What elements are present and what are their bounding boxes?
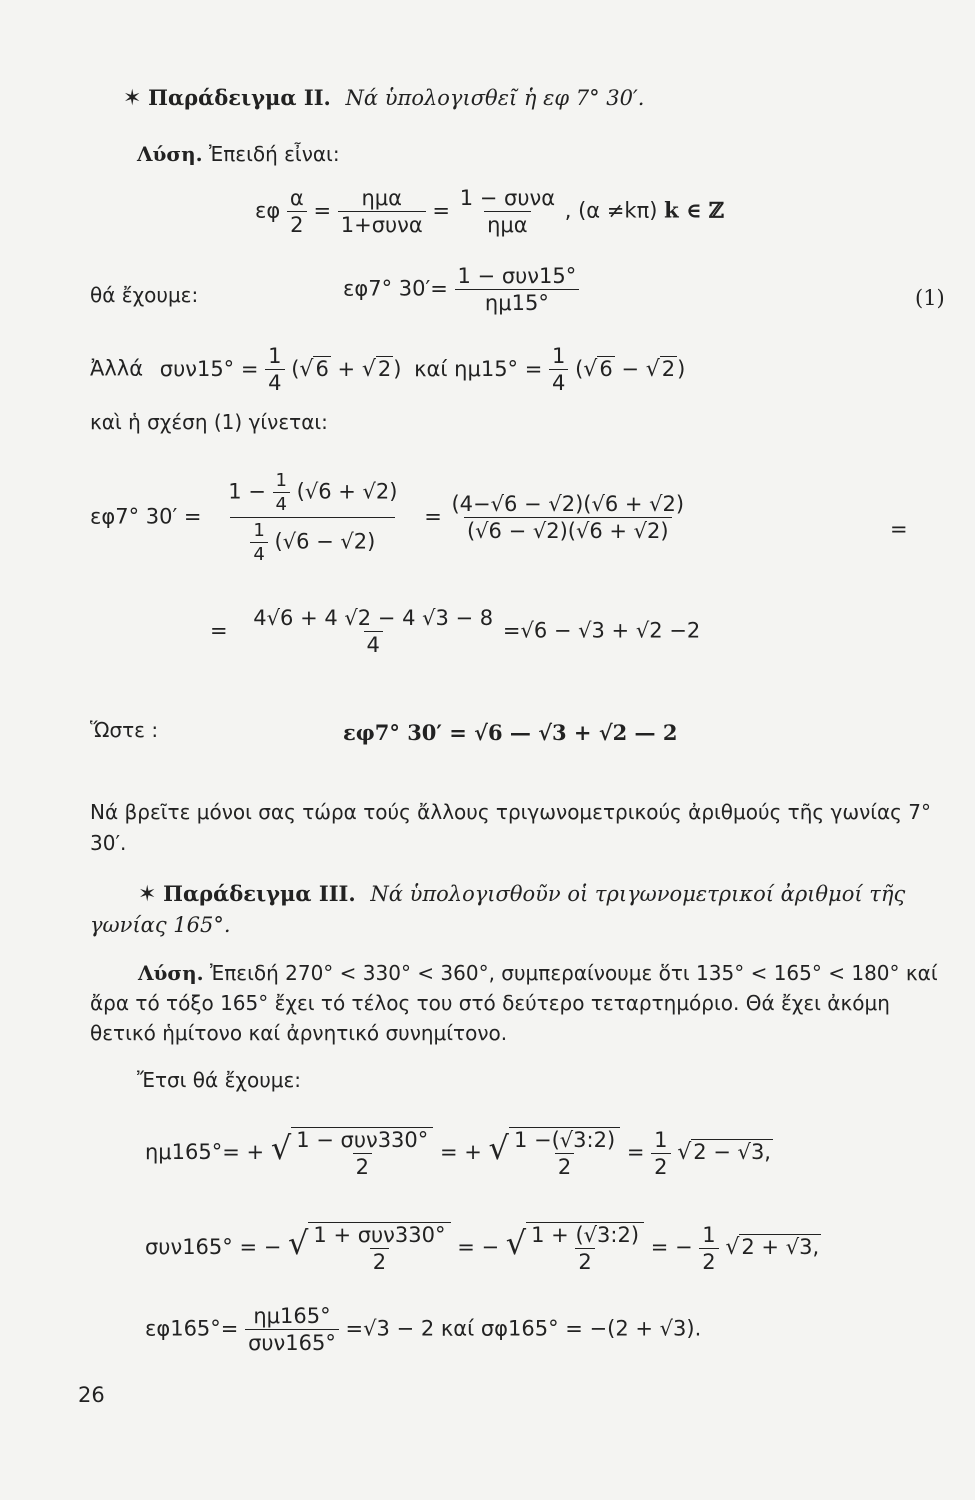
cos165-root-2 bbox=[526, 1222, 644, 1274]
sqrt-icon: √ bbox=[361, 356, 376, 382]
fraction-denominator: 4 bbox=[364, 631, 383, 657]
sqrt-icon: √ bbox=[299, 356, 314, 382]
fraction-denominator: (√6 − √2)(√6 + √2) bbox=[464, 517, 672, 543]
tan165-equation bbox=[145, 1304, 701, 1355]
radicand: 6 bbox=[599, 356, 613, 381]
step-2-cos15: συν15° = bbox=[159, 356, 259, 381]
tan165-fraction bbox=[245, 1304, 339, 1355]
plus-sign: + bbox=[337, 356, 356, 381]
fraction-numerator: 1 − συν330° bbox=[296, 1128, 429, 1152]
star-icon: ✶ bbox=[138, 882, 157, 907]
half-angle-formula bbox=[255, 186, 724, 237]
fraction-denominator: 2 bbox=[353, 1153, 372, 1179]
page-number: 26 bbox=[78, 1383, 105, 1407]
equals-minus: = − bbox=[650, 1235, 693, 1259]
step-4-fraction bbox=[250, 606, 496, 657]
fraction-numerator: 1 − συνα bbox=[459, 186, 556, 210]
paren-open: ( bbox=[575, 356, 584, 381]
cos165-tail: 2 + √3, bbox=[741, 1235, 820, 1259]
solution-2-label: Λύση. bbox=[138, 961, 204, 985]
step-1-label: θά ἔχουμε: bbox=[90, 283, 199, 307]
sin15-expression bbox=[575, 357, 685, 381]
fraction-numerator: 1 − συν15° bbox=[457, 264, 577, 288]
solution-1-intro-line bbox=[137, 142, 340, 166]
fraction-numerator: 1 bbox=[253, 520, 265, 541]
sqrt-icon: √ bbox=[288, 1224, 309, 1262]
tan165-rhs: =√3 − 2 καί σφ165° = −(2 + √3). bbox=[345, 1316, 702, 1341]
fraction-1minuscos-over-sin bbox=[457, 186, 558, 237]
fraction-numerator bbox=[208, 470, 417, 517]
solution-1-label: Λύση. bbox=[137, 142, 203, 166]
equals-sign: = bbox=[313, 198, 332, 223]
trailing-equals: = bbox=[890, 517, 908, 541]
paren-open: ( bbox=[291, 356, 300, 381]
example-3-label: Παράδειγμα ΙΙΙ. bbox=[163, 881, 356, 906]
equals-sign: = bbox=[626, 1140, 645, 1164]
example-3-task: Νά ὑπολογισθοῦν οἱ τριγωνομετρικοί ἀριθμοί τῆς γωνίας 165°. bbox=[90, 882, 906, 937]
fraction-denominator: 2 bbox=[287, 211, 306, 237]
example-2-heading bbox=[123, 85, 644, 111]
tan165-lhs: εφ165°= bbox=[145, 1316, 239, 1341]
fraction-numerator: 1 + συν330° bbox=[313, 1223, 446, 1247]
sqrt-icon: √ bbox=[725, 1235, 740, 1260]
fraction-denominator: 4 bbox=[250, 542, 267, 565]
fraction-denominator: 1+συνα bbox=[338, 211, 426, 237]
cos165-root-1 bbox=[308, 1222, 450, 1274]
solution-2-then: Ἔτσι θά ἔχουμε: bbox=[137, 1068, 302, 1092]
fraction-denominator: 2 bbox=[575, 1248, 594, 1274]
fraction-denominator: 2 bbox=[555, 1153, 574, 1179]
step-3-lhs: εφ7° 30′ = bbox=[90, 504, 202, 529]
quarter-fraction bbox=[250, 520, 267, 565]
star-icon: ✶ bbox=[123, 86, 142, 111]
fraction-sin-over-1pluscos bbox=[338, 186, 426, 237]
radicand: 2 bbox=[377, 356, 392, 381]
fraction-numerator: α bbox=[289, 186, 304, 210]
fraction-numerator: 1 bbox=[552, 344, 566, 368]
step-2-sin15: καί ημ15° = bbox=[414, 356, 543, 381]
sqrt-icon: √ bbox=[583, 356, 598, 382]
sqrt-icon: √ bbox=[645, 356, 660, 382]
half-fraction bbox=[651, 1128, 670, 1179]
fraction-numerator: 1 bbox=[654, 1127, 668, 1152]
step-1-fraction bbox=[455, 264, 580, 315]
minus-sign: − bbox=[621, 356, 640, 381]
example-3-heading bbox=[90, 878, 950, 941]
quarter-fraction bbox=[549, 344, 568, 395]
step-3-big-fraction bbox=[208, 470, 417, 565]
step-2-alla: Ἀλλά bbox=[90, 356, 144, 381]
fraction-denominator: συν165° bbox=[245, 1329, 339, 1355]
fraction-denominator: 4 bbox=[273, 492, 290, 515]
cos165-equation bbox=[145, 1222, 821, 1274]
sqrt-icon: √ bbox=[270, 1129, 292, 1167]
fraction-denominator: 2 bbox=[651, 1153, 670, 1179]
solution-2-paragraph bbox=[90, 958, 950, 1048]
fraction-numerator: 1 bbox=[268, 344, 282, 368]
solution-2-text: Ἐπειδή 270° < 330° < 360°, συμπεραίνουμε ὅτι 135° < 165° < 180° καί ἄρα τό τόξο 165° ἔχει τό τέλος του στό δεύτερο τεταρτημόριο. Θά ἔχει ἀκόμη θετικό ἡμίτονο καί ἀρνητικό συνημίτονο. bbox=[90, 961, 938, 1045]
formula-k-integer: k ∈ ℤ bbox=[664, 197, 725, 223]
fraction-denominator: 4 bbox=[265, 369, 284, 395]
sin165-equation bbox=[145, 1127, 773, 1179]
example-2-task: Νά ὑπολογισθεῖ ἡ εφ 7° 30′. bbox=[345, 86, 645, 110]
sin165-tail: 2 − √3, bbox=[693, 1140, 771, 1164]
fraction-numerator: 1 bbox=[275, 470, 287, 491]
radicand: 6 bbox=[315, 356, 329, 381]
step-1-equation bbox=[343, 264, 579, 315]
sin165-lhs: ημ165°= + bbox=[145, 1140, 265, 1164]
sin165-root-1 bbox=[291, 1127, 433, 1179]
step-2-line: καὶ ἡ σχέση (1) γίνεται: bbox=[90, 410, 328, 434]
fraction-denominator: 2 bbox=[699, 1248, 718, 1274]
radicand: 2 bbox=[661, 356, 676, 381]
result-expression: εφ7° 30′ = √6 — √3 + √2 — 2 bbox=[343, 720, 678, 745]
difference-of-roots: (√6 − √2) bbox=[274, 529, 376, 554]
fraction-denominator: ημα bbox=[484, 211, 531, 237]
fraction-denominator: 2 bbox=[370, 1248, 389, 1274]
fraction-numerator: ημ165° bbox=[253, 1304, 331, 1328]
step-3-equation bbox=[90, 470, 687, 565]
fraction-numerator: 1 + (√3:2) bbox=[531, 1223, 640, 1247]
step-1-lhs: εφ7° 30′= bbox=[343, 276, 448, 301]
exercise-note: Νά βρεῖτε μόνοι σας τώρα τούς ἄλλους τριγωνομετρικούς ἀριθμούς τῆς γωνίας 7° 30′. bbox=[90, 800, 932, 855]
one-minus: 1 − bbox=[228, 479, 266, 504]
quarter-fraction bbox=[265, 344, 284, 395]
solution-1-intro: Ἐπειδή εἶναι: bbox=[209, 142, 340, 166]
sum-of-roots: (√6 + √2) bbox=[296, 479, 398, 504]
step-2-equation bbox=[90, 344, 685, 395]
equation-number-1: (1) bbox=[915, 286, 945, 310]
fraction-numerator: ημα bbox=[361, 186, 402, 210]
fraction-denominator: 4 bbox=[549, 369, 568, 395]
sqrt-icon: √ bbox=[488, 1129, 509, 1167]
formula-condition: , (α ≠kπ) bbox=[564, 198, 658, 223]
paren-close: ) bbox=[393, 356, 402, 381]
equals-sign: = bbox=[210, 618, 228, 643]
half-fraction bbox=[699, 1223, 718, 1274]
fraction-numerator: 1 −(√3:2) bbox=[513, 1128, 616, 1152]
fraction-numerator: (4−√6 − √2)(√6 + √2) bbox=[451, 492, 685, 516]
fraction-a-over-2 bbox=[287, 186, 307, 237]
fraction-denominator bbox=[230, 517, 395, 565]
cos15-expression bbox=[291, 357, 408, 381]
paren-close: ) bbox=[677, 356, 686, 381]
equals-sign: = bbox=[424, 504, 442, 529]
sqrt-icon: √ bbox=[677, 1140, 692, 1165]
formula-lhs: εφ bbox=[255, 198, 281, 223]
quarter-fraction bbox=[273, 470, 290, 515]
fraction-numerator: 4√6 + 4 √2 − 4 √3 − 8 bbox=[253, 606, 494, 630]
result-label: Ὥστε : bbox=[90, 718, 159, 742]
equals-plus: = + bbox=[439, 1140, 482, 1164]
equals-sign: = bbox=[432, 198, 451, 223]
sqrt-icon: √ bbox=[505, 1224, 527, 1262]
example-2-label: Παράδειγμα ΙΙ. bbox=[148, 85, 331, 110]
sin165-root-2 bbox=[509, 1127, 620, 1179]
step-3-rhs-fraction bbox=[448, 492, 687, 543]
step-4-equation bbox=[210, 606, 700, 657]
fraction-numerator: 1 bbox=[702, 1222, 716, 1247]
fraction-denominator: ημ15° bbox=[455, 289, 579, 315]
step-4-rhs: =√6 − √3 + √2 −2 bbox=[502, 618, 701, 643]
cos165-lhs: συν165° = − bbox=[145, 1235, 282, 1259]
equals-minus: = − bbox=[457, 1235, 500, 1259]
